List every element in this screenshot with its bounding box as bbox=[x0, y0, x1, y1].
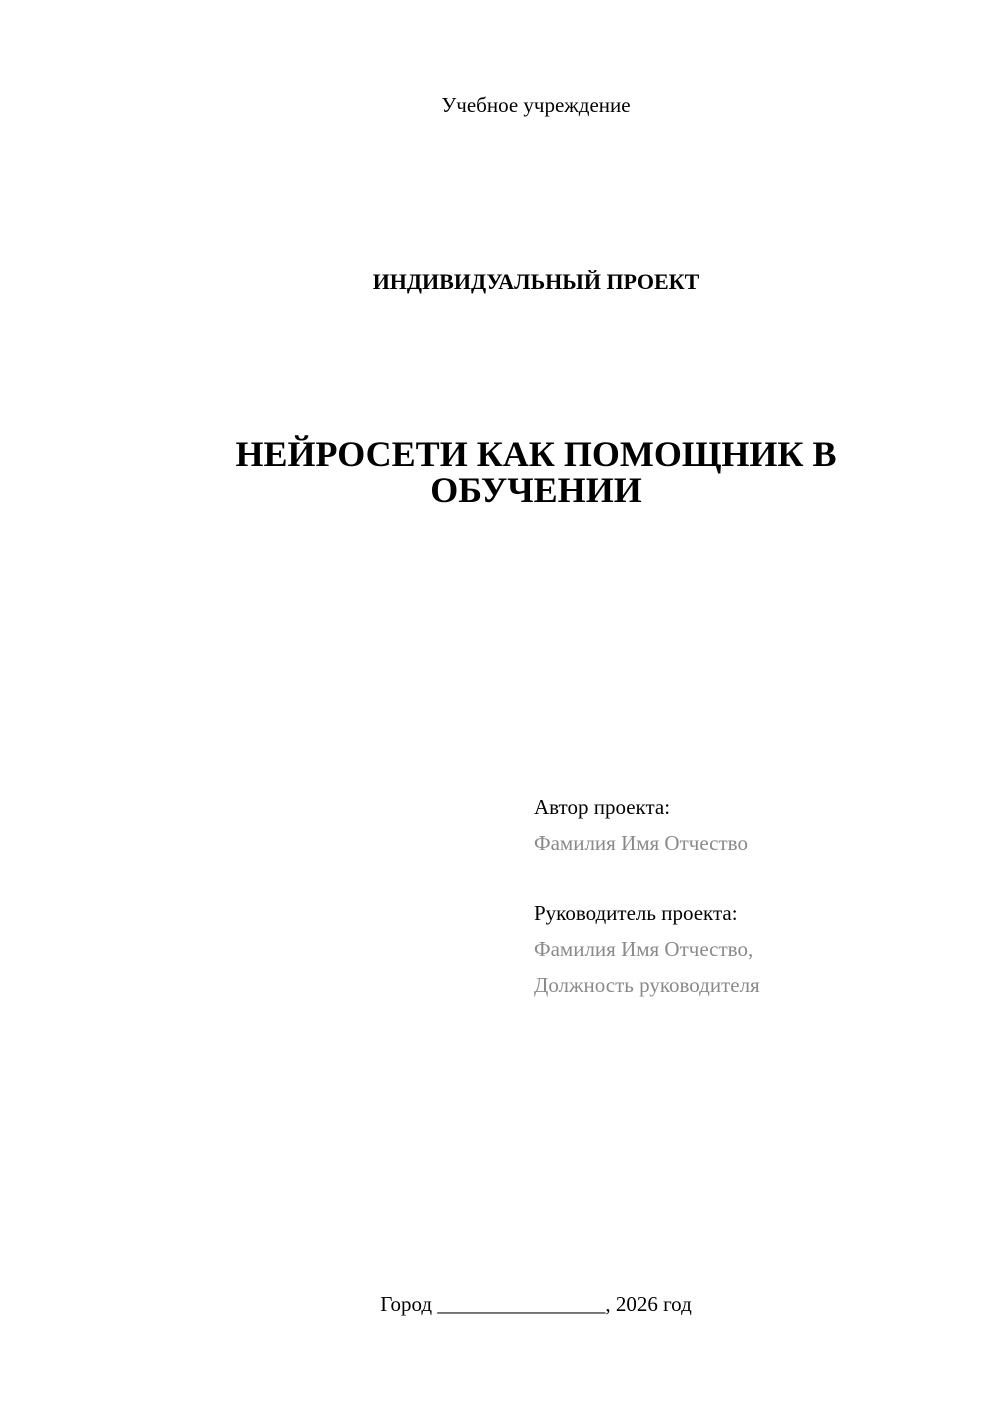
supervisor-position: Должность руководителя bbox=[534, 973, 760, 997]
supervisor-name: Фамилия Имя Отчество, bbox=[534, 937, 754, 961]
credits-spacer bbox=[534, 861, 974, 895]
project-title bbox=[186, 436, 886, 508]
city-year-line: Город ________________, 2026 год bbox=[380, 1292, 692, 1316]
project-title-line-2: ОБУЧЕНИИ bbox=[430, 470, 642, 510]
document-type-heading: ИНДИВИДУАЛЬНЫЙ ПРОЕКТ bbox=[372, 269, 700, 294]
supervisor-label: Руководитель проекта: bbox=[534, 901, 738, 925]
institution-name: Учебное учреждение bbox=[441, 93, 631, 117]
project-title-line-1: НЕЙРОСЕТИ КАК ПОМОЩНИК В bbox=[235, 434, 837, 474]
author-label: Автор проекта: bbox=[534, 795, 671, 819]
author-name: Фамилия Имя Отчество bbox=[534, 831, 748, 855]
credits-block bbox=[534, 789, 974, 1003]
